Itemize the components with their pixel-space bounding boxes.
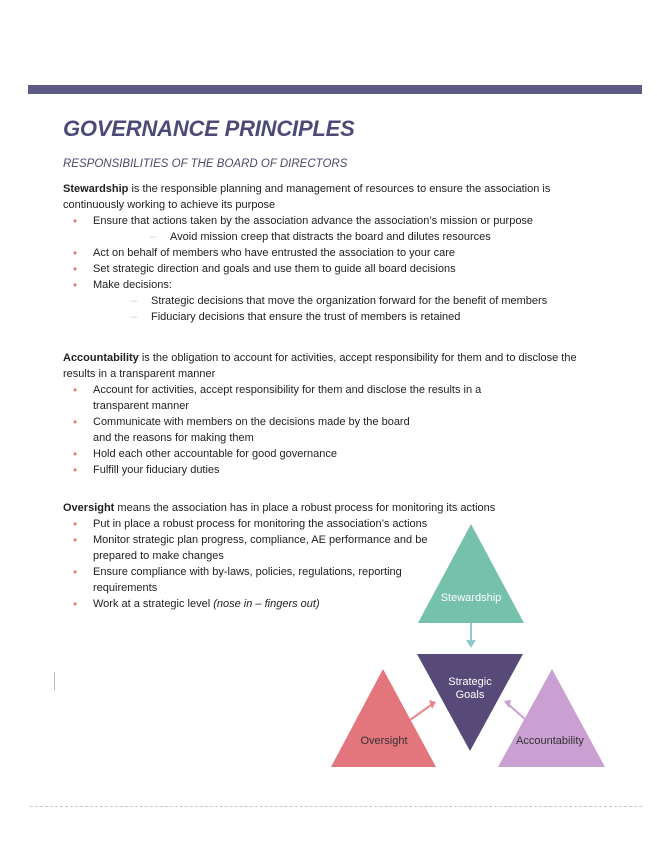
sublist	[93, 229, 583, 245]
list-item: • Account for activities, accept responsibility for them and disclose the results in a transparent manner	[63, 382, 533, 414]
list-item: • Fulfill your fiduciary duties	[63, 462, 583, 478]
sublist-item: – Avoid mission creep that distracts the board and dilutes resources	[93, 229, 583, 245]
accountability-section	[63, 350, 583, 478]
accountability-list	[63, 382, 583, 478]
page-subtitle: RESPONSIBILITIES OF THE BOARD OF DIRECTORS	[63, 158, 348, 170]
accountability-triangle	[498, 669, 605, 767]
list-item: • Act on behalf of members who have entrusted the association to your care	[63, 245, 583, 261]
sublist-item: – Strategic decisions that move the organization forward for the benefit of members	[93, 293, 583, 309]
stewardship-section	[63, 181, 583, 325]
header-bar	[28, 85, 642, 94]
strategic-label-line2: Goals	[455, 689, 485, 701]
oversight-definition	[63, 500, 583, 516]
oversight-term: Oversight	[63, 502, 115, 514]
list-item: • Put in place a robust process for monitoring the association’s actions	[63, 516, 583, 532]
list-item-line: Ensure compliance with by-laws, policies, regulations, reporting	[93, 566, 402, 578]
stewardship-triangle	[418, 524, 524, 623]
list-item	[63, 277, 583, 325]
footer-rule	[30, 806, 642, 807]
oversight-arrow	[410, 705, 431, 720]
oversight-definition-text: means the association has in place a robust process for monitoring its actions	[114, 502, 496, 514]
page-title: GOVERNANCE PRINCIPLES	[63, 116, 355, 141]
list-item-text: Ensure that actions taken by the association advance the association’s mission or purpose	[93, 215, 534, 227]
stewardship-label: Stewardship	[440, 592, 502, 604]
governance-diagram	[328, 520, 618, 772]
list-item: • Hold each other accountable for good governance	[63, 446, 583, 462]
list-item	[63, 414, 583, 446]
accountability-definition-text: is the obligation to account for activities, accept responsibility for them and to disclose the results in a transparent manner	[63, 352, 577, 380]
list-item-italic: (nose in – fingers out)	[213, 598, 320, 610]
list-item-line: Monitor strategic plan progress, compliance, AE performance and be	[93, 534, 428, 546]
stewardship-arrow-head	[466, 640, 476, 648]
oversight-triangle	[331, 669, 436, 767]
accountability-arrow	[509, 705, 526, 720]
stewardship-definition-text: is the responsible planning and management of resources to ensure the association is continuously working to achieve its purpose	[63, 183, 551, 211]
oversight-label: Oversight	[360, 735, 408, 747]
sublist	[93, 293, 583, 325]
list-item	[63, 213, 583, 245]
sublist-item: – Fiduciary decisions that ensure the trust of members is retained	[93, 309, 583, 325]
scan-mark	[54, 672, 55, 690]
list-item-text: Make decisions:	[93, 279, 172, 291]
accountability-label: Accountability	[516, 735, 584, 747]
stewardship-term: Stewardship	[63, 183, 129, 195]
list-item: • Set strategic direction and goals and use them to guide all board decisions	[63, 261, 583, 277]
accountability-definition	[63, 350, 583, 382]
list-item-line: Communicate with members on the decisions made by the board	[93, 416, 410, 428]
list-item-line: requirements	[93, 582, 158, 594]
stewardship-definition	[63, 181, 583, 213]
stewardship-list	[63, 213, 583, 325]
accountability-term: Accountability	[63, 352, 139, 364]
list-item-line: and the reasons for making them	[93, 432, 254, 444]
list-item-text: Work at a strategic level	[93, 598, 214, 610]
list-item-line: prepared to make changes	[93, 550, 224, 562]
strategic-label-line1: Strategic	[448, 676, 492, 688]
